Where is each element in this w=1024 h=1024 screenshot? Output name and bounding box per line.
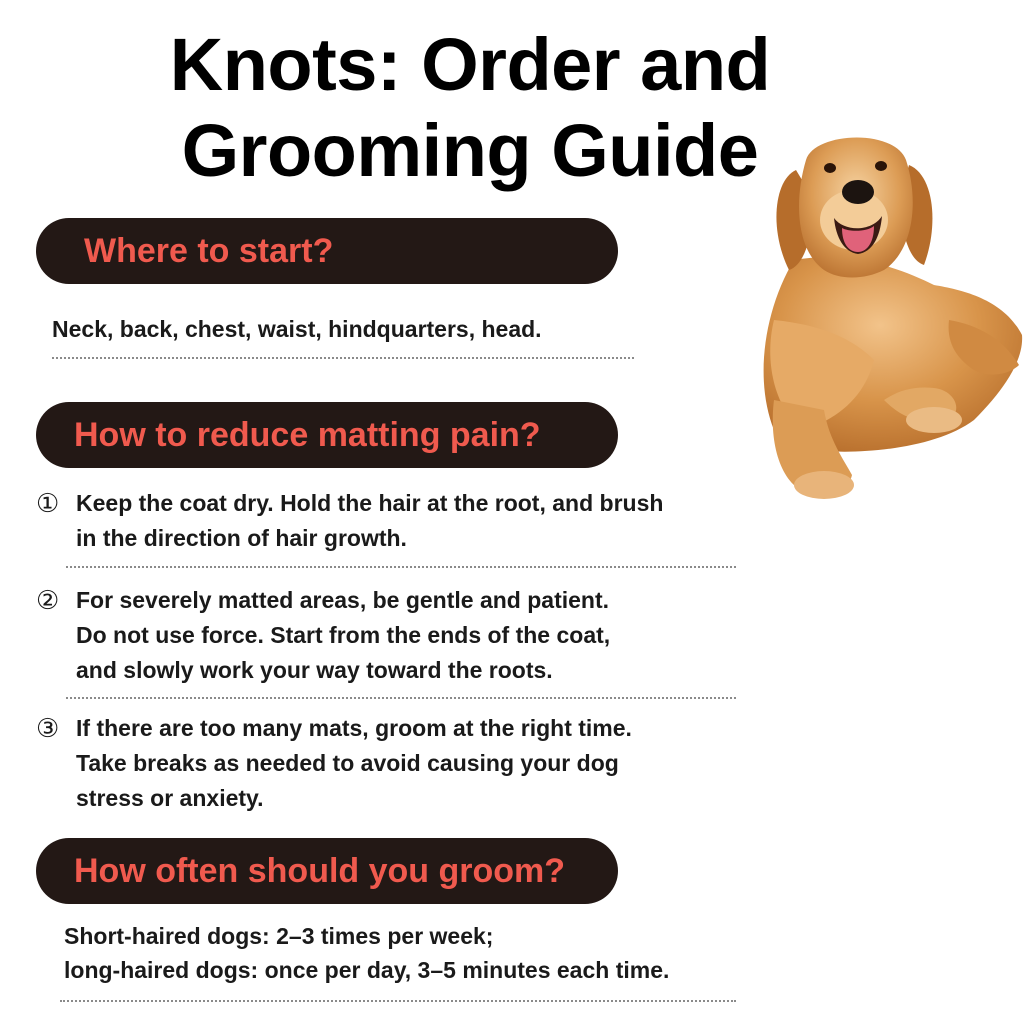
tip-line: and slowly work your way toward the roots.	[76, 657, 553, 683]
tip-line: Do not use force. Start from the ends of the coat,	[76, 622, 611, 648]
grooming-frequency-long-hair: long-haired dogs: once per day, 3–5 minutes each time.	[64, 957, 670, 983]
divider	[60, 1000, 736, 1002]
tip-line: Take breaks as needed to avoid causing your dog	[76, 750, 619, 776]
page-title-line-2: Grooming Guide	[181, 109, 759, 192]
tip-line: Keep the coat dry. Hold the hair at the root, and brush	[76, 490, 664, 516]
golden-retriever-image	[734, 120, 1024, 510]
tip-line: For severely matted areas, be gentle and patient.	[76, 587, 610, 613]
tip-number-1: ①	[36, 488, 60, 518]
tip-item-1	[36, 486, 663, 556]
tip-item-3	[36, 711, 632, 816]
tip-line: stress or anxiety.	[76, 785, 264, 811]
divider	[52, 357, 634, 359]
tip-item-2	[36, 583, 610, 688]
page-title-line-1: Knots: Order and	[169, 23, 771, 106]
section-heading-reduce-matting-pain	[36, 402, 618, 468]
start-order-text: Neck, back, chest, waist, hindquarters, head.	[52, 316, 542, 342]
section-heading-where-to-start	[36, 218, 618, 284]
tip-line: in the direction of hair growth.	[76, 525, 407, 551]
section-heading-text: How often should you groom?	[74, 851, 566, 890]
divider	[66, 697, 736, 699]
tip-number-2: ②	[36, 585, 60, 615]
section-heading-text: How to reduce matting pain?	[74, 415, 541, 454]
tip-number-3: ③	[36, 713, 60, 743]
grooming-frequency-short-hair: Short-haired dogs: 2–3 times per week;	[64, 923, 494, 949]
divider	[66, 566, 736, 568]
section-heading-how-often	[36, 838, 618, 904]
section-heading-text: Where to start?	[84, 231, 334, 270]
tip-line: If there are too many mats, groom at the right time.	[76, 715, 632, 741]
